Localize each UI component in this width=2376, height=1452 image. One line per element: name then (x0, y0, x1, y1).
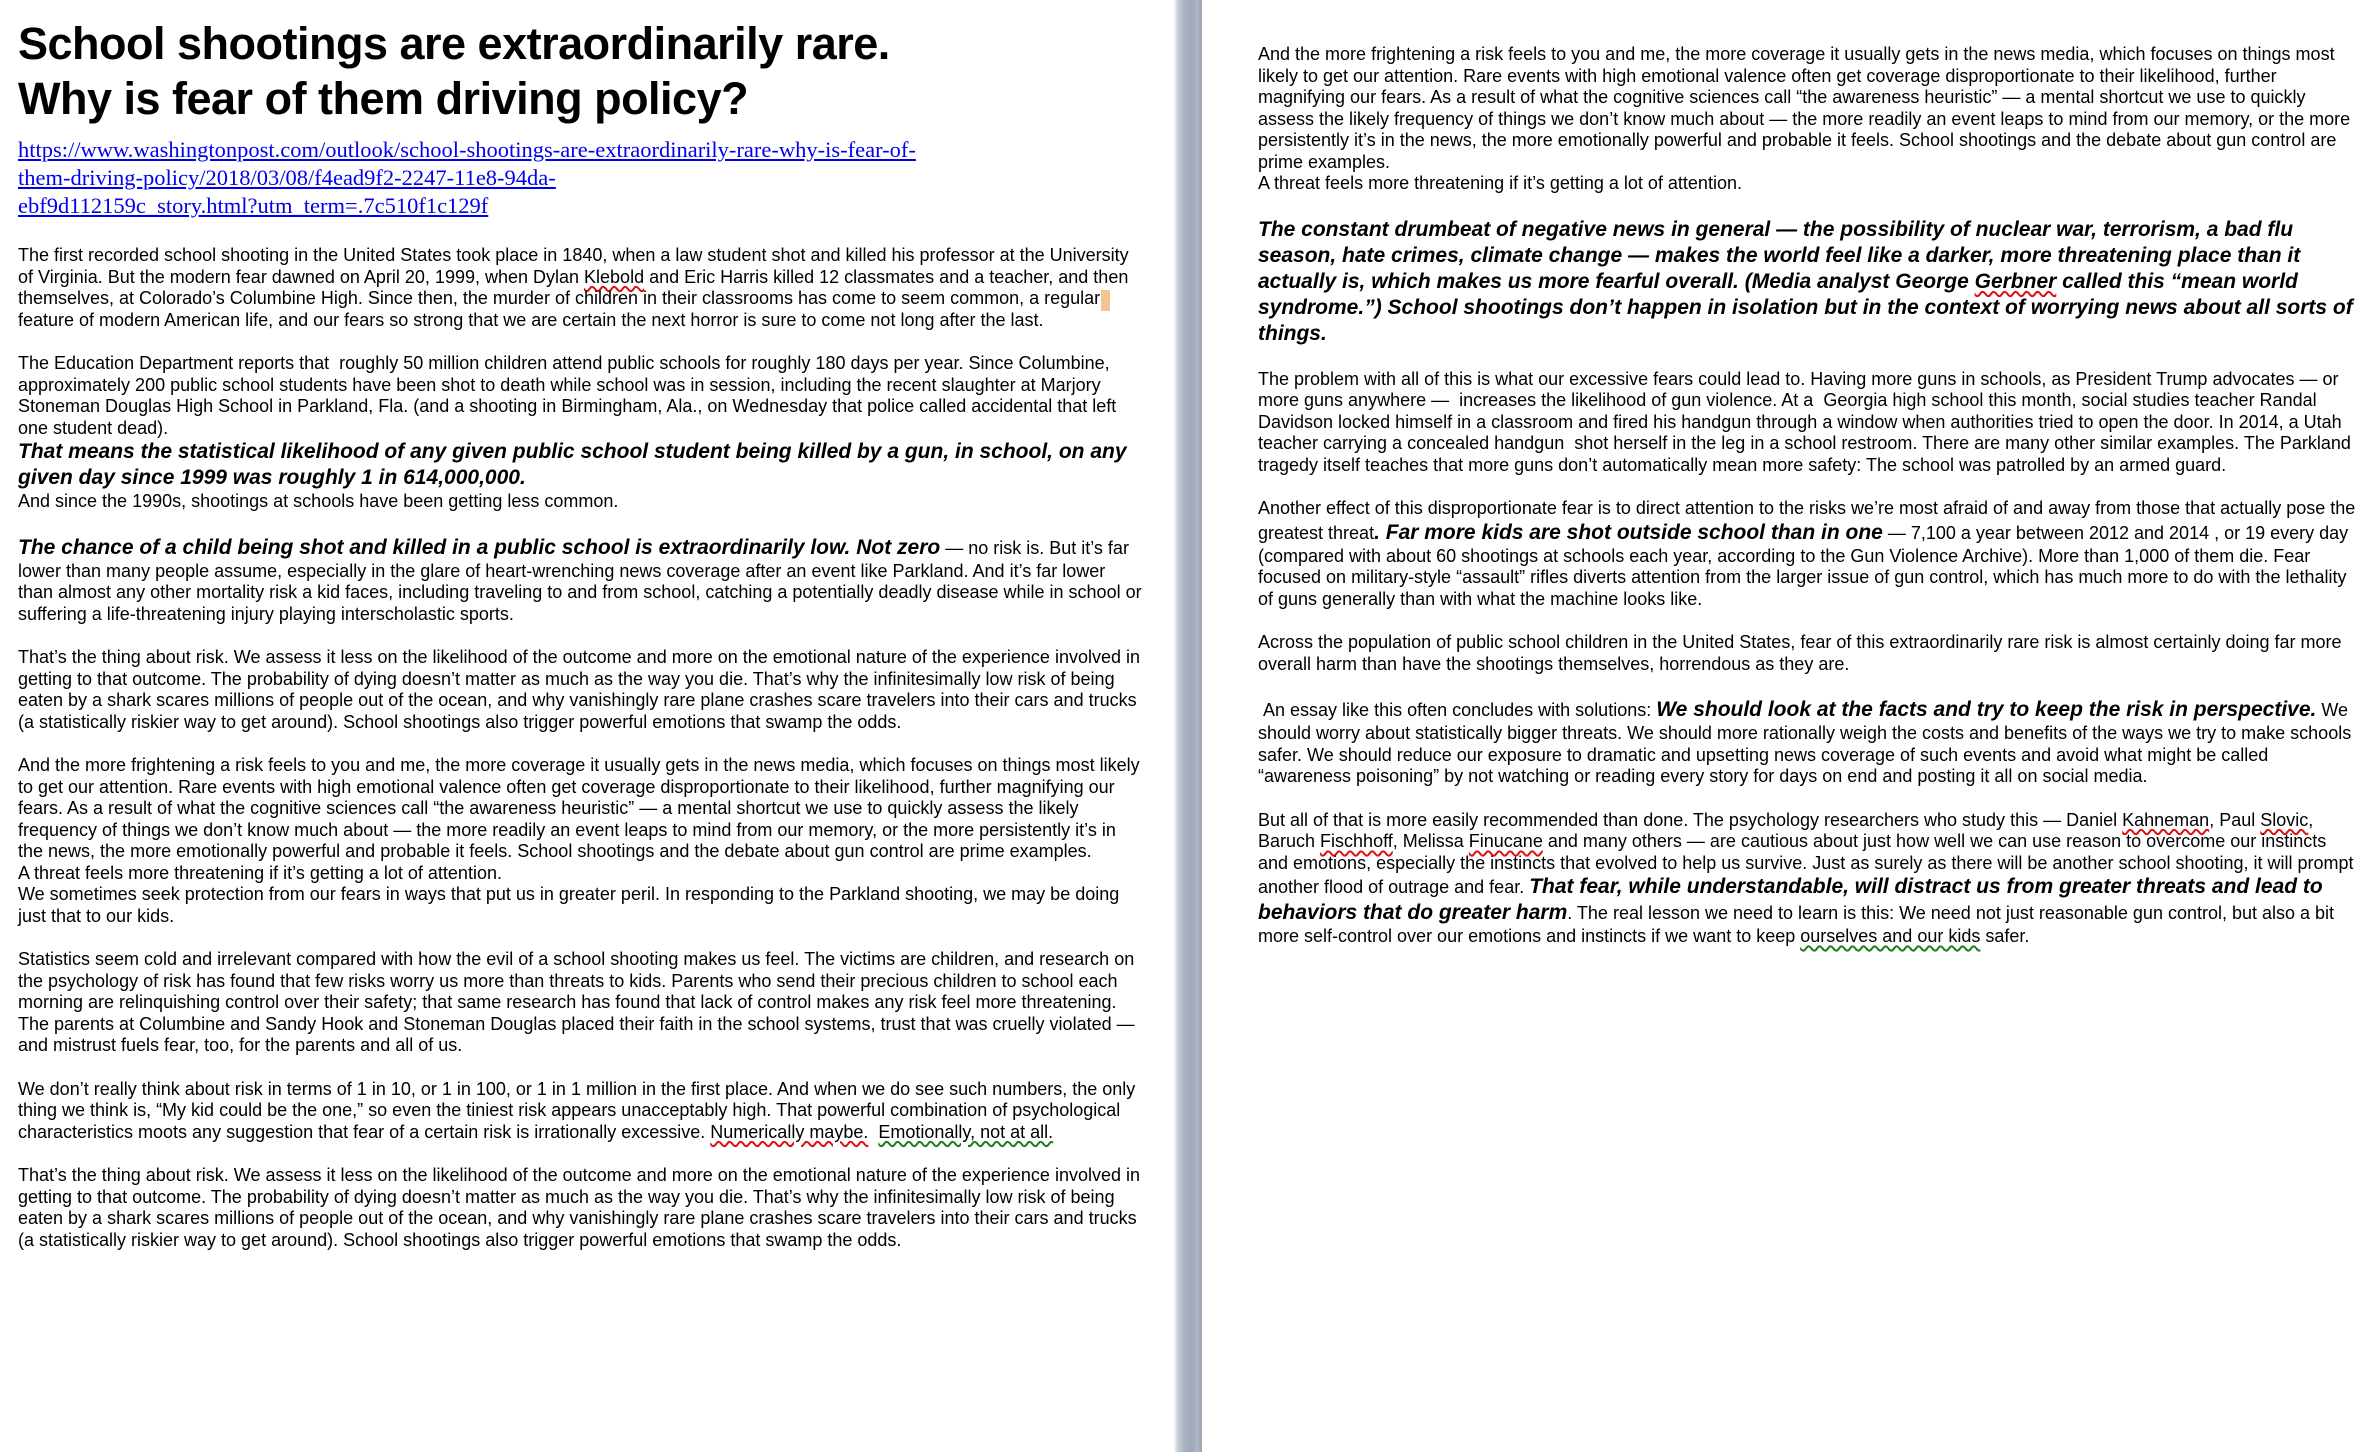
left-body-text (18, 245, 1147, 1251)
grammar-flagged-phrase: Emotionally, not at all. (878, 1121, 1054, 1142)
text-run: — 7,100 a year between 2012 and 2014 , or 19 every day (compared with about 60 shootings at schools each year, according to the Gun Violence Archive). More than 1,000 of them die. Fear focused on military-style “assault” rifles diverts attention from the larger issue of gun control, which has much more to do with the lethality of guns generally than with what the machine looks like. (1258, 522, 2354, 609)
paragraph (18, 949, 1143, 1057)
text-run: We should worry about statistically bigger threats. We should more rationally weigh the costs and benefits of the ways we try to make schools safer. We should reduce our exposure to dramatic and upsetting news coverage of such events and avoid what might be called “awareness poisoning” by not watching or reading every story for days on end and posting it all on social media. (1258, 700, 2357, 786)
paragraph (1258, 810, 2358, 948)
text-run: called this “mean world syndrome.”) School shootings don’t happen in isolation but in the context of worrying news about all sorts of things. (1258, 269, 2359, 345)
misspelled-word: Kahneman (2122, 809, 2210, 830)
center-scrollbar[interactable] (1174, 0, 1203, 1452)
text-run: That means the statistical likelihood of any given public school student being killed by a gun, in school, on any given day since 1999 was roughly 1 in 614,000,000. (18, 440, 1133, 489)
text-run: . The real lesson we need to learn is this: We need not just reasonable gun control, but also a bit more self-control over our emotions and instincts if we want to keep (1258, 903, 2340, 946)
text-run (868, 1122, 878, 1142)
paragraph (18, 1079, 1143, 1144)
url-line-2: them-driving-policy/2018/03/08/f4ead9f2-2247-11e8-94da- (18, 165, 556, 190)
text-cursor (1101, 290, 1110, 311)
paragraph (1258, 498, 2361, 610)
title-line-1: School shootings are extraordinarily rare. (18, 18, 890, 69)
title-line-2: Why is fear of them driving policy? (18, 73, 749, 124)
misspelled-word: Gerbner (1974, 269, 2057, 293)
right-page (1202, 0, 2376, 1452)
document-title (18, 16, 1143, 126)
text-run: And the more frightening a risk feels to you and me, the more coverage it usually gets in the news media, which focuses on things most likely to get our attention. Rare events with high emotional valence often get coverage disproportionate to their likelihood, further magnifying our fears. As a result of what the cognitive sciences call “the awareness heuristic” — a mental shortcut we use to quickly assess the likely frequency of things we don’t know much about — the more readily an event leaps to mind from our memory, or the more persistently it’s in the news, the more emotionally powerful and probable it feels. School shootings and the debate about gun control are prime examples. (18, 755, 1145, 861)
right-page-content (1202, 0, 2361, 948)
text-run: , Paul (2209, 809, 2261, 830)
text-run: A threat feels more threatening if it’s getting a lot of attention. (1258, 173, 1742, 193)
text-run: We don’t really think about risk in terms of 1 in 10, or 1 in 100, or 1 in 1 million in the first place. And when we do see such numbers, the only thing we think is, “My kid could be the one,” so even the tiniest risk appears unacceptably high. That powerful combination of psychological characteristics moots any suggestion that fear of a certain risk is irrationally excessive. (18, 1078, 1141, 1142)
paragraph (18, 1165, 1146, 1251)
paragraph (18, 245, 1143, 331)
paragraph (18, 535, 1147, 626)
text-run: The chance of a child being shot and killed in a public school is extraordinarily low. Not zero (18, 535, 941, 559)
misspelled-word: Fischhoff (1320, 831, 1393, 851)
text-run: , Baruch (1258, 809, 2319, 851)
text-run: An essay like this often concludes with solutions: (1258, 700, 1657, 720)
text-run: But all of that is more easily recommended than done. The psychology researchers who study this — Daniel (1258, 809, 2123, 830)
paragraph (1258, 217, 2358, 347)
text-run: And the more frightening a risk feels to you and me, the more coverage it usually gets in the news media, which focuses on things most likely to get our attention. Rare events with high emotional valence often get coverage disproportionate to their likelihood, further magnifying our fears. As a result of what the cognitive sciences call “the awareness heuristic” — a mental shortcut we use to quickly assess the likely frequency of things we don’t know much about — the more readily an event leaps to mind from our memory, or the more persistently it’s in the news, the more emotionally powerful and probable it feels. School shootings and the debate about gun control are prime examples. (1258, 44, 2356, 172)
paragraph (18, 755, 1143, 927)
text-run: Statistics seem cold and irrelevant compared with how the evil of a school shooting makes us feel. The victims are children, and research on the psychology of risk has found that few risks worry us more than threats to kids. Parents who send their precious children to school each morning are relinquishing control over their safety; that same research has found that lack of control makes any risk feel more threatening. The parents at Columbine and Sandy Hook and Stoneman Douglas placed their faith in the school systems, trust that was cruelly violated — and mistrust fuels fear, too, for the parents and all of us. (18, 949, 1140, 1055)
article-url-link[interactable] (18, 136, 1143, 220)
url-line-1: https://www.washingtonpost.com/outlook/school-shootings-are-extraordinarily-rare-why-is-fear-of- (18, 137, 916, 162)
text-run: Another effect of this disproportionate fear is to direct attention to the risks we’re most afraid of and away from those that actually pose the greatest threat (1258, 498, 2361, 543)
text-run: That’s the thing about risk. We assess it less on the likelihood of the outcome and more on the emotional nature of the experience involved in getting to that outcome. The probability of dying doesn’t matter as much as the way you die. That’s why the infinitesimally low risk of being eaten by a shark scares millions of people out of the ocean, and why vanishingly rare plane crashes scare travelers into their cars and trucks (a statistically riskier way to get around). School shootings also trigger powerful emotions that swamp the odds. (18, 1165, 1146, 1250)
text-run: , Melissa (1392, 831, 1469, 851)
text-run: That’s the thing about risk. We assess it less on the likelihood of the outcome and more on the emotional nature of the experience involved in getting to that outcome. The probability of dying doesn’t matter as much as the way you die. That’s why the infinitesimally low risk of being eaten by a shark scares millions of people out of the ocean, and why vanishingly rare plane crashes scare travelers into their cars and trucks (a statistically riskier way to get around). School shootings also trigger powerful emotions that swamp the odds. (18, 647, 1146, 732)
text-run: A threat feels more threatening if it’s getting a lot of attention. (18, 862, 502, 883)
text-run: The Education Department reports that roughly 50 million children attend public schools for roughly 180 days per year. Since Columbine, approximately 200 public school students have been shot to death while school was in session, including the recent slaughter at Marjory Stoneman Douglas High School in Parkland, Fla. (and a shooting in Birmingham, Ala., on Wednesday that police called accidental that left one student dead). (18, 353, 1122, 438)
paragraph (1258, 632, 2358, 675)
text-run: safer. (1980, 926, 2030, 946)
left-page (0, 0, 1174, 1452)
misspelled-word: Klebold (584, 266, 645, 287)
text-run: and many others — are cautious about just how well we can use reason to overcome our instincts and emotions, especially the instincts that evolved to help us survive. Just as surely as there will be another school shooting, it will prompt another flood of outrage and fear. (1258, 831, 2359, 897)
paragraph (18, 353, 1143, 513)
right-body-text (1258, 44, 2361, 948)
text-run: That fear, while understandable, will distract us from greater threats and lead to behaviors that do greater harm (1258, 875, 2329, 924)
text-run: The first recorded school shooting in the United States took place in 1840, when a law student shot and killed his professor at the University of Virginia. But the modern fear dawned on April 20, 1999, when Dylan (18, 245, 1134, 287)
text-run: and Eric Harris killed 12 classmates and a teacher, and then themselves, at Colorado’s Columbine High. Since then, the murder of children in their classrooms has come to seem common, a regular (18, 266, 1134, 308)
text-run: — no risk is. But it’s far lower than many people assume, especially in the glare of heart-wrenching news coverage after an event like Parkland. And it’s far lower than almost any other mortality risk a kid faces, including traveling to and from school, catching a potentially deadly disease while in school or suffering a life-threatening injury playing interscholastic sports. (18, 537, 1147, 624)
left-page-content (0, 0, 1147, 1251)
paragraph (18, 647, 1146, 733)
text-run: And since the 1990s, shootings at schools have been getting less common. (18, 491, 619, 511)
text-run: feature of modern American life, and our fears so strong that we are certain the next horror is sure to come not long after the last. (18, 309, 1044, 330)
text-run: The problem with all of this is what our excessive fears could lead to. Having more guns in schools, as President Trump advocates — or more guns anywhere — increases the likelihood of gun violence. At a Georgia high school this month, social studies teacher Randal Davidson locked himself in a classroom and fired his handgun through a window when authorities tried to open the door. In 2014, a Utah teacher carrying a concealed handgun shot herself in the leg in a school restroom. There are many other similar examples. The Parkland tragedy itself teaches that more guns don’t automatically mean more safety: The school was patrolled by an armed guard. (1258, 368, 2356, 475)
misspelled-word: Finucane (1468, 831, 1543, 851)
text-run: We sometimes seek protection from our fears in ways that put us in greater peril. In responding to the Parkland shooting, we may be doing just that to our kids. (18, 884, 1125, 926)
text-run: . Far more kids are shot outside school than in one (1374, 520, 1883, 544)
url-line-3: ebf9d112159c_story.html?utm_term=.7c510f1c129f (18, 193, 489, 218)
text-run: We should look at the facts and try to keep the risk in perspective. (1656, 698, 2317, 721)
paragraph (1258, 369, 2358, 477)
paragraph (1258, 697, 2358, 788)
grammar-flagged-phrase: ourselves and our kids (1800, 926, 1981, 946)
misspelled-word: Numerically maybe. (710, 1121, 869, 1142)
text-run: Across the population of public school children in the United States, fear of this extraordinarily rare risk is almost certainly doing far more overall harm than have the shootings themselves, horrendous as they are. (1258, 632, 2347, 674)
text-run: The constant drumbeat of negative news in general — the possibility of nuclear war, terrorism, a bad flu season, hate crimes, climate change — makes the world feel like a darker, more threatening place than it actually is, which makes us more fearful overall. (Media analyst George (1258, 217, 2307, 293)
misspelled-word: Slovic (2260, 809, 2309, 830)
paragraph (1258, 44, 2358, 195)
